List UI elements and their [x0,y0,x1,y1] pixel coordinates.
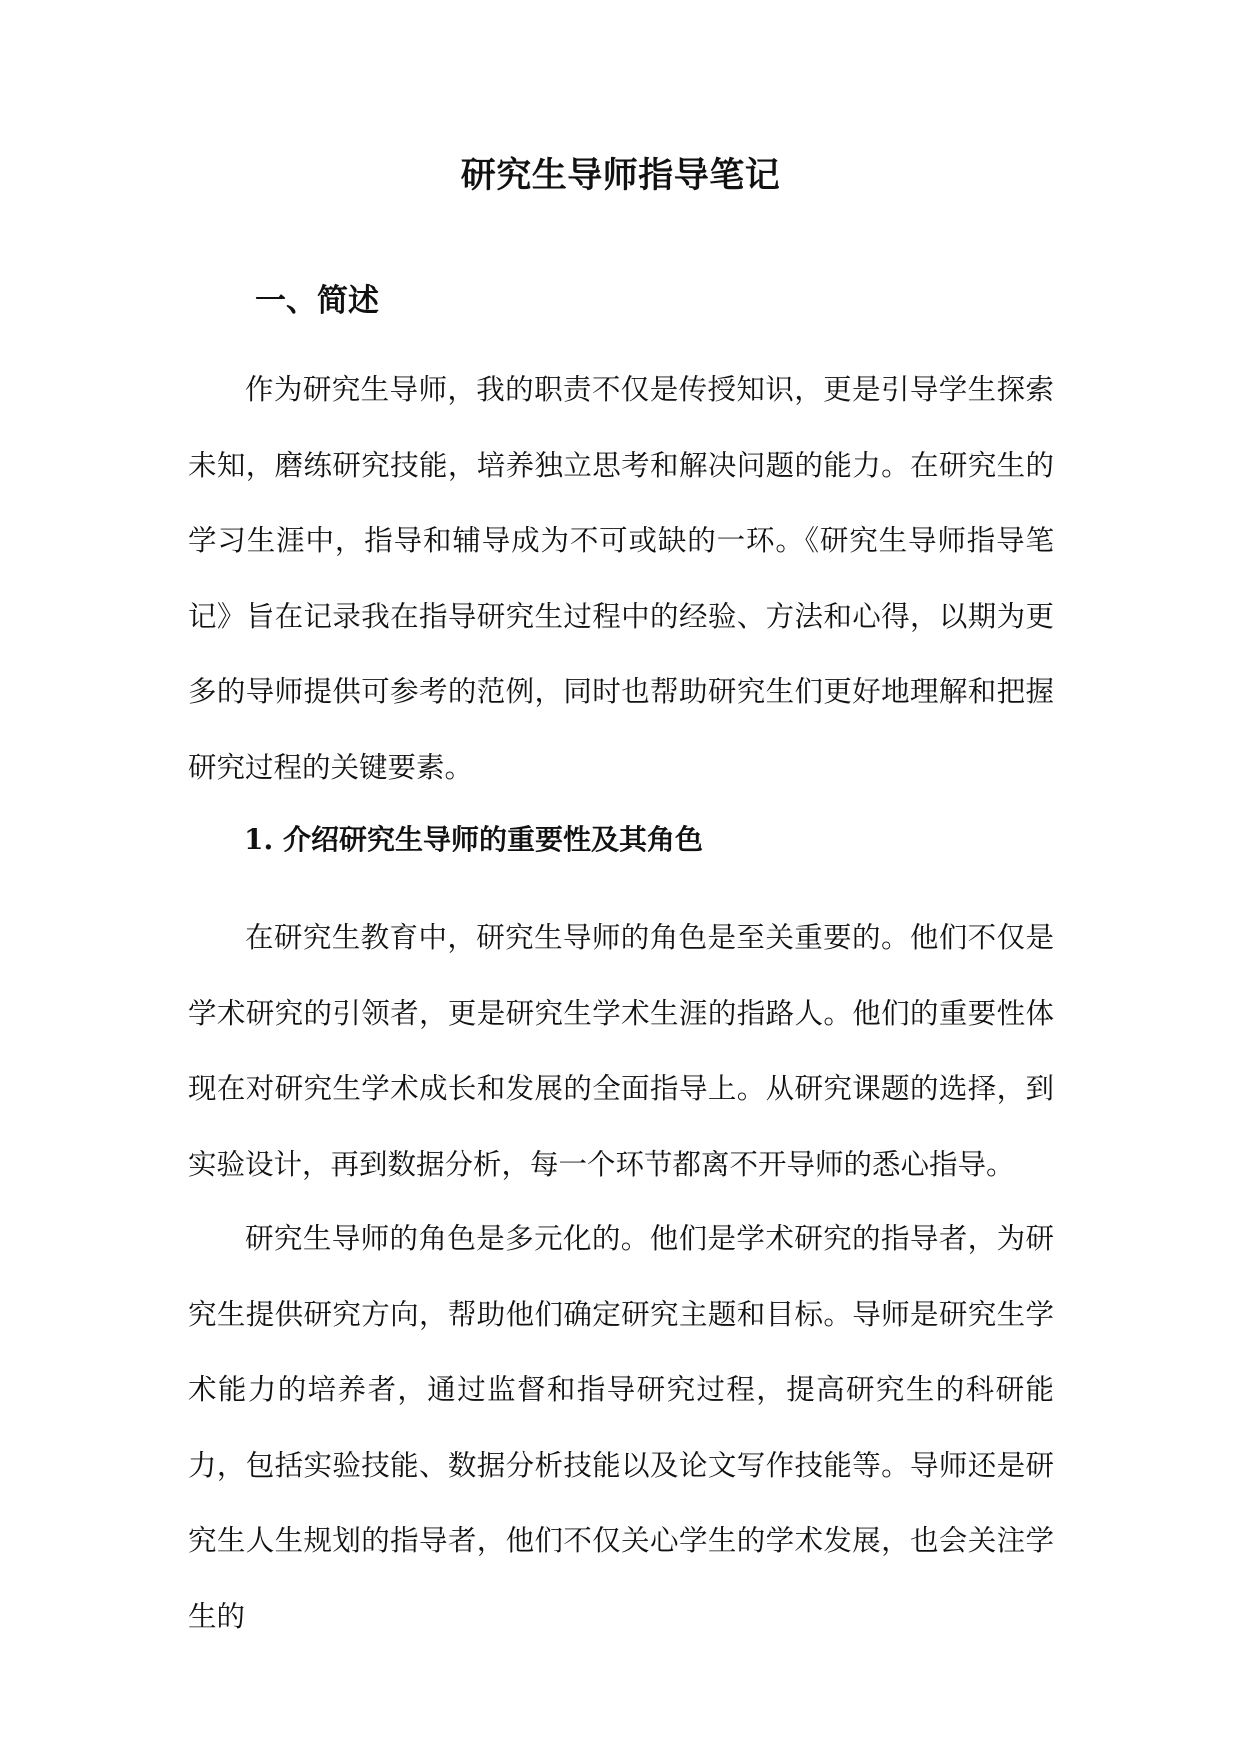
importance-paragraph: 在研究生教育中，研究生导师的角色是至关重要的。他们不仅是学术研究的引领者，更是研究生学术生涯的指路人。他们的重要性体现在对研究生学术成长和发展的全面指导上。从研究课题的选择，到实验设计，再到数据分析，每一个环节都离不开导师的悉心指导。 [188,921,1054,1181]
roles-paragraph: 研究生导师的角色是多元化的。他们是学术研究的指导者，为研究生提供研究方向，帮助他们确定研究主题和目标。导师是研究生学术能力的培养者，通过监督和指导研究过程，提高研究生的科研能力，包括实验技能、数据分析技能以及论文写作技能等。导师还是研究生人生规划的指导者，他们不仅关心学生的学术发展，也会关注学生的 [188,1222,1054,1633]
section-heading-overview: 一、简述 [255,283,379,319]
subsection-heading-importance: 1. 介绍研究生导师的重要性及其角色 [244,823,703,856]
intro-paragraph: 作为研究生导师，我的职责不仅是传授知识，更是引导学生探索未知，磨练研究技能，培养独立思考和解决问题的能力。在研究生的学习生涯中，指导和辅导成为不可或缺的一环。《研究生导师指导笔记》旨在记录我在指导研究生过程中的经验、方法和心得，以期为更多的导师提供可参考的范例，同时也帮助研究生们更好地理解和把握研究过程的关键要素。 [188,373,1054,784]
document-title: 研究生导师指导笔记 [460,155,781,196]
